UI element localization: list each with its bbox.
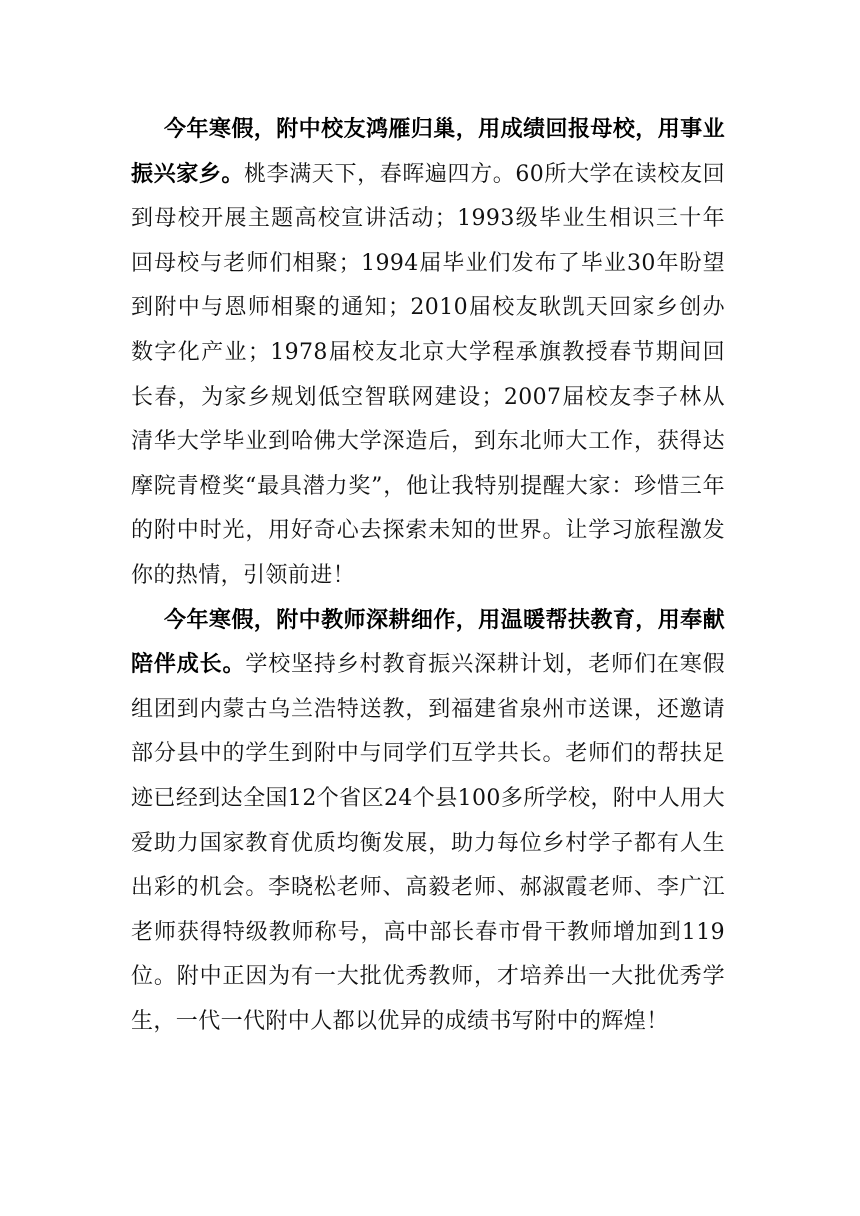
paragraph-teachers — [131, 599, 725, 1045]
paragraph-alumni-body: 桃李满天下，春晖遍四方。60所大学在读校友回到母校开展主题高校宣讲活动；1993级毕业生相识三十年回母校与老师们相聚；1994届毕业们发布了毕业30年盼望到附中与恩师相聚的通知；2010届校友耿凯天回家乡创办数字化产业；1978届校友北京大学程承旗教授春节期间回长春，为家乡规划低空智联网建设；2007届校友李子林从清华大学毕业到哈佛大学深造后，到东北师大工作，获得达摩院青橙奖“最具潜力奖”，他让我特别提醒大家：珍惜三年的附中时光，用好奇心去探索未知的世界。让学习旅程激发你的热情，引领前进！ — [131, 161, 725, 588]
paragraph-teachers-body: 学校坚持乡村教育振兴深耕计划，老师们在寒假组团到内蒙古乌兰浩特送教，到福建省泉州市送课，还邀请部分县中的学生到附中与同学们互学共长。老师们的帮扶足迹已经到达全国12个省区24个县100多所学校，附中人用大爱助力国家教育优质均衡发展，助力每位乡村学子都有人生出彩的机会。李晓松老师、高毅老师、郝淑霞老师、李广江老师获得特级教师称号，高中部长春市骨干教师增加到119位。附中正因为有一大批优秀教师，才培养出一大批优秀学生，一代一代附中人都以优异的成绩书写附中的辉煌！ — [131, 652, 725, 1034]
paragraph-alumni — [131, 108, 725, 599]
paragraph-alumni-lead: 今年寒假，附中校友鸿雁归巢，用成绩回报母校，用事业振兴家乡。 — [131, 117, 725, 187]
paragraph-teachers-lead: 今年寒假，附中教师深耕细作，用温暖帮扶教育，用奉献陪伴成长。 — [131, 607, 725, 678]
document-body — [131, 108, 725, 1044]
